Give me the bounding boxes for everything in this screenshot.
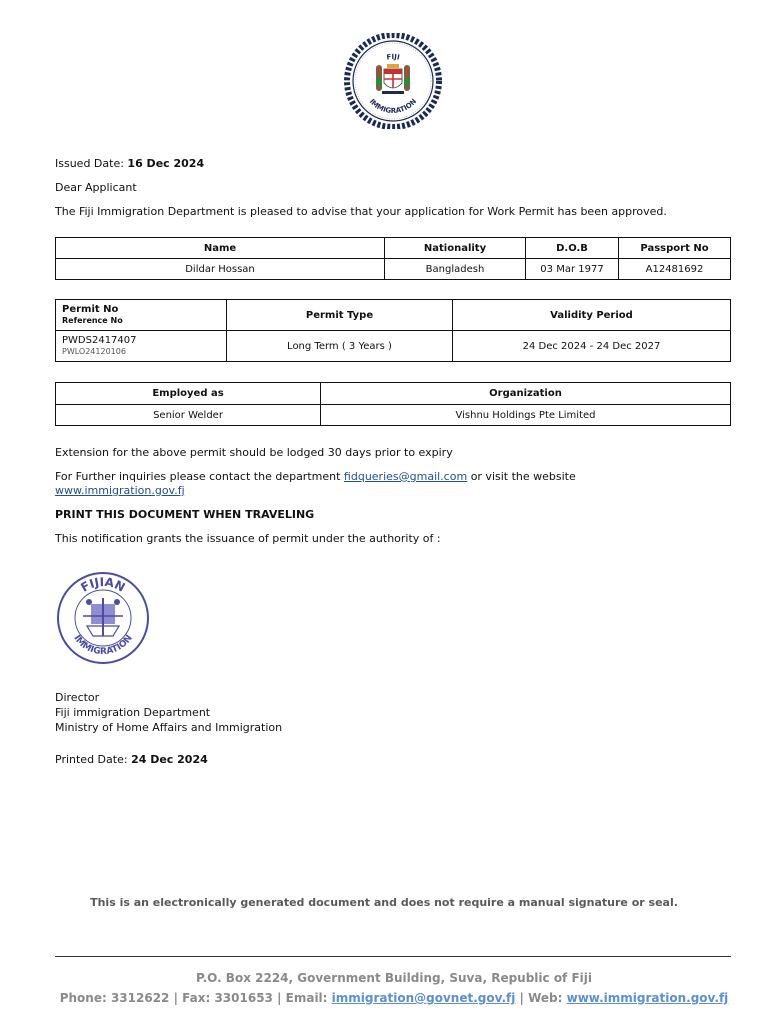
inquiry-website-link[interactable]: www.immigration.gov.fj [55, 484, 185, 497]
header-validity: Validity Period [453, 300, 731, 331]
applicant-table [55, 237, 731, 280]
salutation: Dear Applicant [55, 181, 137, 194]
signatory-department: Fiji immigration Department [55, 706, 211, 719]
header-dob: D.O.B [526, 238, 619, 259]
table-row [56, 405, 731, 426]
issued-date-label: Issued Date: [55, 157, 124, 170]
permit-table [55, 299, 731, 362]
logo-top-text: FIJI [385, 52, 401, 62]
table-header-row [56, 238, 731, 259]
header-name: Name [56, 238, 385, 259]
authority-statement: This notification grants the issuance of permit under the authority of : [55, 532, 441, 545]
fijian-immigration-stamp [53, 572, 153, 666]
extension-note: Extension for the above permit should be lodged 30 days prior to expiry [55, 446, 453, 459]
footer-divider [55, 956, 731, 957]
footer-address: P.O. Box 2224, Government Building, Suva, Republic of Fiji [195, 971, 592, 985]
validity-period: 24 Dec 2024 - 24 Dec 2027 [453, 331, 731, 362]
table-header-row [56, 383, 731, 405]
printed-date-label: Printed Date: [55, 753, 128, 766]
header-permit-no: Permit No [62, 304, 119, 315]
printed-date-line [55, 753, 208, 766]
footer-website-link[interactable]: www.immigration.gov.fj [566, 991, 729, 1005]
fiji-immigration-logo [343, 33, 443, 129]
svg-text:FIJI [386, 53, 400, 62]
stamp-top-text: FIJIAN [78, 574, 128, 595]
table-header-row [56, 300, 731, 331]
footer-web-label: | Web: [519, 991, 563, 1005]
reference-no: PWLO24120106 [62, 347, 126, 356]
header-permit-no-cell [56, 300, 227, 331]
permit-type: Long Term ( 3 Years ) [227, 331, 453, 362]
svg-text:IMMIGRATION [71, 633, 134, 657]
inquiry-website-line [55, 484, 185, 497]
issued-date-value: 16 Dec 2024 [127, 157, 205, 170]
applicant-passport: A12481692 [619, 259, 731, 280]
header-organization: Organization [321, 383, 731, 405]
footer-email-link[interactable]: immigration@govnet.gov.fj [331, 991, 516, 1005]
signatory-ministry: Ministry of Home Affairs and Immigration [55, 721, 283, 734]
approval-statement: The Fiji Immigration Department is pleased to advise that your application for Work Permit has been approved. [55, 205, 667, 218]
table-row [56, 259, 731, 280]
footer-contact-prefix: Phone: 3312622 | Fax: 3301653 | Email: [59, 991, 328, 1005]
header-employed-as: Employed as [56, 383, 321, 405]
signatory-title: Director [55, 691, 100, 704]
table-row [56, 331, 731, 362]
inquiry-prefix: For Further inquiries please contact the department [55, 470, 341, 483]
svg-text:FIJIAN [78, 575, 127, 595]
header-nationality: Nationality [385, 238, 526, 259]
applicant-name: Dildar Hossan [56, 259, 385, 280]
applicant-nationality: Bangladesh [385, 259, 526, 280]
inquiry-email-link[interactable]: fidqueries@gmail.com [343, 470, 468, 483]
logo-bottom-text: IMMIGRATION [367, 97, 419, 116]
inquiry-middle: or visit the website [470, 470, 576, 483]
electronic-document-disclaimer: This is an electronically generated document and does not require a manual signature or seal. [90, 896, 678, 909]
stamp-bottom-text: IMMIGRATION [71, 633, 135, 658]
footer-contact-line [0, 991, 768, 1005]
permit-no-cell [56, 331, 227, 362]
employed-as: Senior Welder [56, 405, 321, 426]
print-notice: PRINT THIS DOCUMENT WHEN TRAVELING [55, 508, 315, 521]
header-permit-type: Permit Type [227, 300, 453, 331]
permit-no: PWDS2417407 [62, 335, 137, 346]
header-reference-no: Reference No [62, 316, 123, 325]
organization: Vishnu Holdings Pte Limited [321, 405, 731, 426]
employment-table [55, 382, 731, 426]
inquiry-line [55, 470, 576, 483]
header-passport: Passport No [619, 238, 731, 259]
issued-date-line [55, 157, 204, 170]
applicant-dob: 03 Mar 1977 [526, 259, 619, 280]
printed-date-value: 24 Dec 2024 [131, 753, 208, 766]
